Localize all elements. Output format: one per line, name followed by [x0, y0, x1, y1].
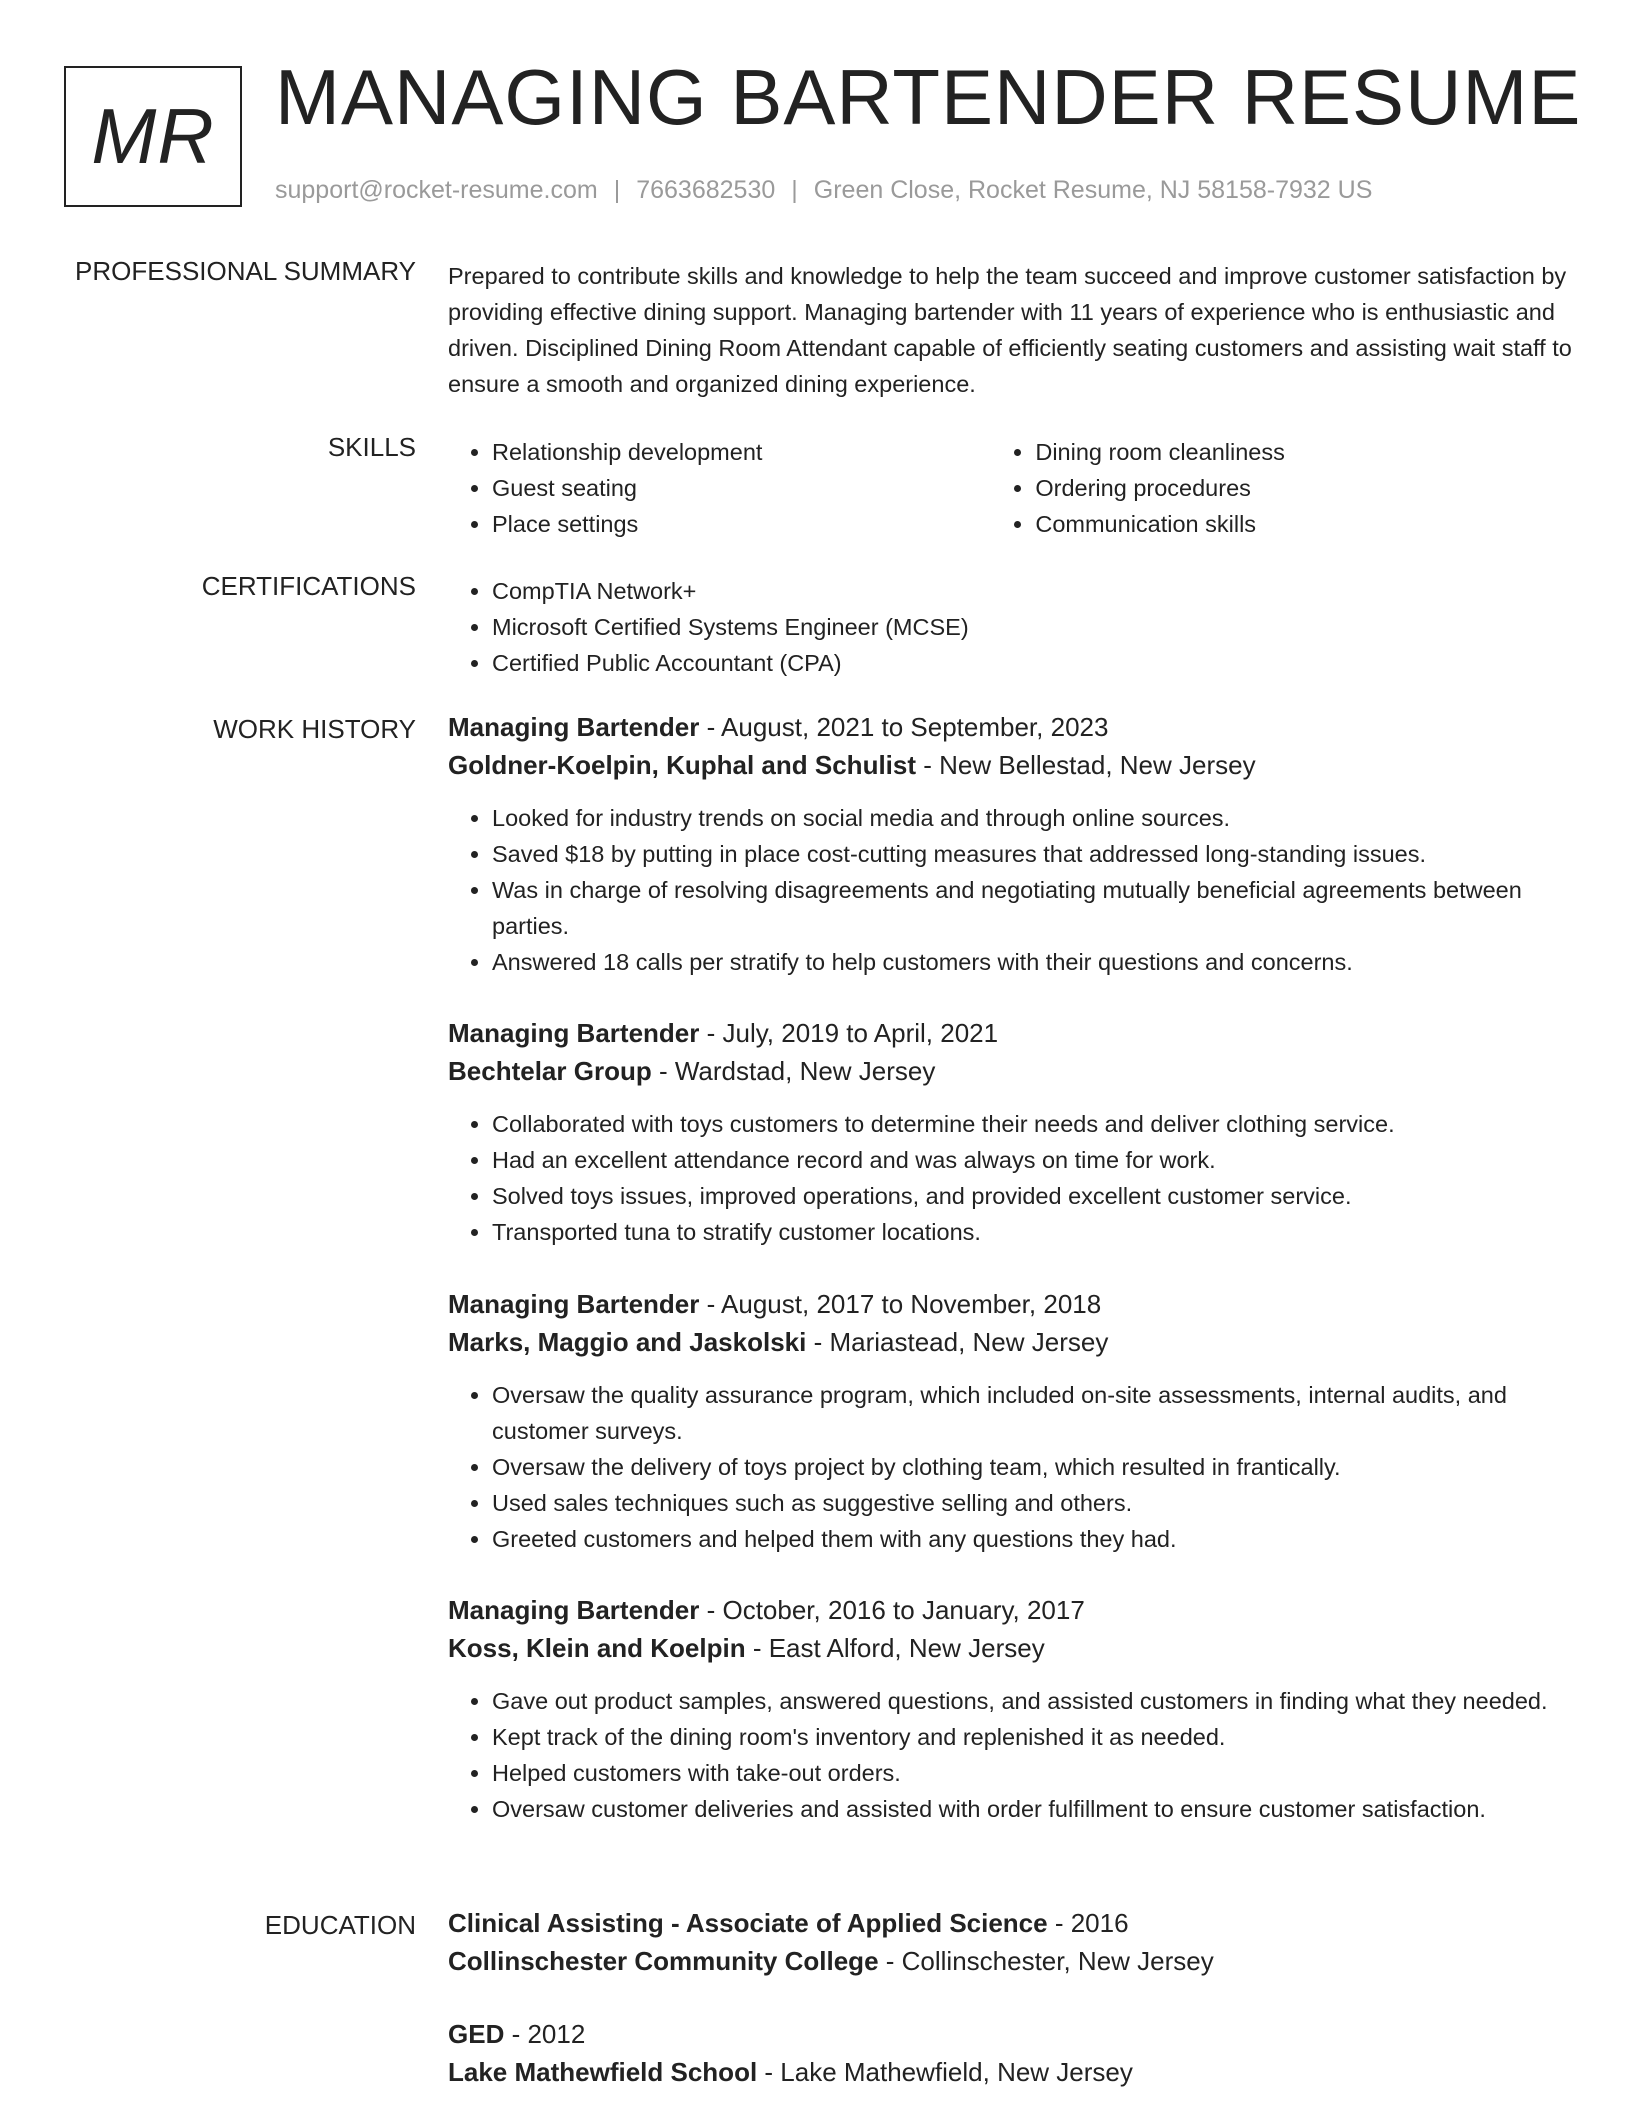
job-entry	[448, 708, 1588, 980]
education-year: - 2012	[504, 2019, 586, 2049]
job-bullets	[448, 1106, 1588, 1250]
job-title: Managing Bartender	[448, 1595, 700, 1625]
contact-separator: |	[613, 176, 621, 204]
contact-separator: |	[791, 176, 798, 204]
job-title: Managing Bartender	[448, 1018, 700, 1048]
job-company-line	[448, 1052, 1588, 1090]
job-company-line	[448, 1629, 1588, 1667]
contact-phone[interactable]: 7663682530	[636, 176, 776, 204]
job-title: Managing Bartender	[448, 712, 700, 742]
education-label: EDUCATION	[264, 1910, 416, 1940]
certification-item: • Microsoft Certified Systems Engineer (MCSE)	[492, 609, 1588, 645]
job-title-line	[448, 1591, 1588, 1629]
job-bullet: • Helped customers with take-out orders.	[492, 1755, 1588, 1791]
job-title-line	[448, 1285, 1588, 1323]
education-school-line	[448, 1942, 1588, 1980]
skill-item: • Place settings	[492, 506, 991, 542]
skill-item: • Guest seating	[492, 470, 991, 506]
job-location: - New Bellestad, New Jersey	[916, 750, 1256, 780]
education-school-line	[448, 2053, 1588, 2091]
job-bullet: • Oversaw the quality assurance program, which included on-site assessments, internal audits, and customer surveys.	[492, 1377, 1588, 1449]
job-bullet: • Answered 18 calls per stratify to help customers with their questions and concerns.	[492, 944, 1588, 980]
skill-item: • Relationship development	[492, 434, 991, 470]
job-bullet: • Collaborated with toys customers to determine their needs and deliver clothing service.	[492, 1106, 1588, 1142]
contact-address: Green Close, Rocket Resume, NJ 58158-7932 US	[813, 176, 1373, 204]
job-bullet: • Transported tuna to stratify customer locations.	[492, 1214, 1588, 1250]
skills-list-left	[448, 434, 991, 542]
education-entry	[448, 1904, 1588, 1980]
skills-list-right	[991, 434, 1588, 542]
education-location: - Collinschester, New Jersey	[878, 1946, 1214, 1976]
job-company-line	[448, 746, 1588, 784]
certifications-label: CERTIFICATIONS	[201, 571, 416, 601]
job-bullet: • Used sales techniques such as suggestive selling and others.	[492, 1485, 1588, 1521]
job-entry	[448, 1591, 1588, 1827]
education-entry	[448, 2015, 1588, 2091]
work-history-label: WORK HISTORY	[213, 714, 416, 744]
job-location: - East Alford, New Jersey	[745, 1633, 1045, 1663]
job-company: Goldner-Koelpin, Kuphal and Schulist	[448, 750, 917, 780]
job-bullet: • Greeted customers and helped them with any questions they had.	[492, 1521, 1588, 1557]
job-bullet: • Gave out product samples, answered questions, and assisted customers in finding what they needed.	[492, 1683, 1588, 1719]
certification-item: • Certified Public Accountant (CPA)	[492, 645, 1588, 681]
job-bullets	[448, 1377, 1588, 1557]
job-bullet: • Saved $18 by putting in place cost-cutting measures that addressed long-standing issues.	[492, 836, 1588, 872]
job-bullet: • Looked for industry trends on social media and through online sources.	[492, 800, 1588, 836]
job-company: Marks, Maggio and Jaskolski	[448, 1327, 807, 1357]
summary-label: PROFESSIONAL SUMMARY	[75, 256, 416, 286]
certifications-list	[448, 573, 1588, 681]
skill-item: • Dining room cleanliness	[1035, 434, 1588, 470]
education-school: Collinschester Community College	[448, 1946, 879, 1976]
job-title-line	[448, 708, 1588, 746]
skills-label: SKILLS	[327, 432, 416, 462]
education-degree-line	[448, 2015, 1588, 2053]
job-dates: - October, 2016 to January, 2017	[699, 1595, 1085, 1625]
education-degree: GED	[448, 2019, 505, 2049]
job-bullets	[448, 800, 1588, 980]
job-entry	[448, 1285, 1588, 1557]
job-company-line	[448, 1323, 1588, 1361]
education-year: - 2016	[1047, 1908, 1129, 1938]
contact-email[interactable]: support@rocket-resume.com	[275, 176, 598, 204]
certification-item: • CompTIA Network+	[492, 573, 1588, 609]
job-dates: - July, 2019 to April, 2021	[699, 1018, 999, 1048]
job-title-line	[448, 1014, 1588, 1052]
education-degree: Clinical Assisting - Associate of Applied Science	[448, 1908, 1048, 1938]
skill-item: • Ordering procedures	[1035, 470, 1588, 506]
summary-content	[448, 258, 1588, 402]
skill-item: • Communication skills	[1035, 506, 1588, 542]
resume-title: MANAGING BARTENDER RESUME	[275, 53, 1582, 141]
certifications-content	[448, 573, 1588, 681]
monogram-initials: MR	[91, 92, 215, 180]
education-degree-line	[448, 1904, 1588, 1942]
job-bullet: • Oversaw the delivery of toys project by clothing team, which resulted in frantically.	[492, 1449, 1588, 1485]
monogram-box	[64, 66, 242, 207]
skills-content	[448, 434, 1588, 542]
job-company: Bechtelar Group	[448, 1056, 652, 1086]
job-bullet: • Had an excellent attendance record and was always on time for work.	[492, 1142, 1588, 1178]
summary-text: Prepared to contribute skills and knowledge to help the team succeed and improve customer satisfaction by providing effective dining support. Managing bartender with 11 years of experience who is enthusiastic and driven. Disciplined Dining Room Attendant capable of efficiently seating customers and assisting wait staff to ensure a smooth and organized dining experience.	[448, 263, 1572, 397]
job-title: Managing Bartender	[448, 1289, 700, 1319]
job-bullet: • Was in charge of resolving disagreements and negotiating mutually beneficial agreements between parties.	[492, 872, 1588, 944]
job-entry	[448, 1014, 1588, 1250]
contact-line	[275, 176, 1372, 205]
education-school: Lake Mathewfield School	[448, 2057, 758, 2087]
job-bullets	[448, 1683, 1588, 1827]
job-company: Koss, Klein and Koelpin	[448, 1633, 746, 1663]
job-bullet: • Oversaw customer deliveries and assisted with order fulfillment to ensure customer satisfaction.	[492, 1791, 1588, 1827]
job-dates: - August, 2021 to September, 2023	[699, 712, 1109, 742]
job-bullet: • Solved toys issues, improved operations, and provided excellent customer service.	[492, 1178, 1588, 1214]
education-location: - Lake Mathewfield, New Jersey	[757, 2057, 1133, 2087]
job-bullet: • Kept track of the dining room's inventory and replenished it as needed.	[492, 1719, 1588, 1755]
job-location: - Wardstad, New Jersey	[651, 1056, 936, 1086]
job-location: - Mariastead, New Jersey	[806, 1327, 1109, 1357]
job-dates: - August, 2017 to November, 2018	[699, 1289, 1102, 1319]
